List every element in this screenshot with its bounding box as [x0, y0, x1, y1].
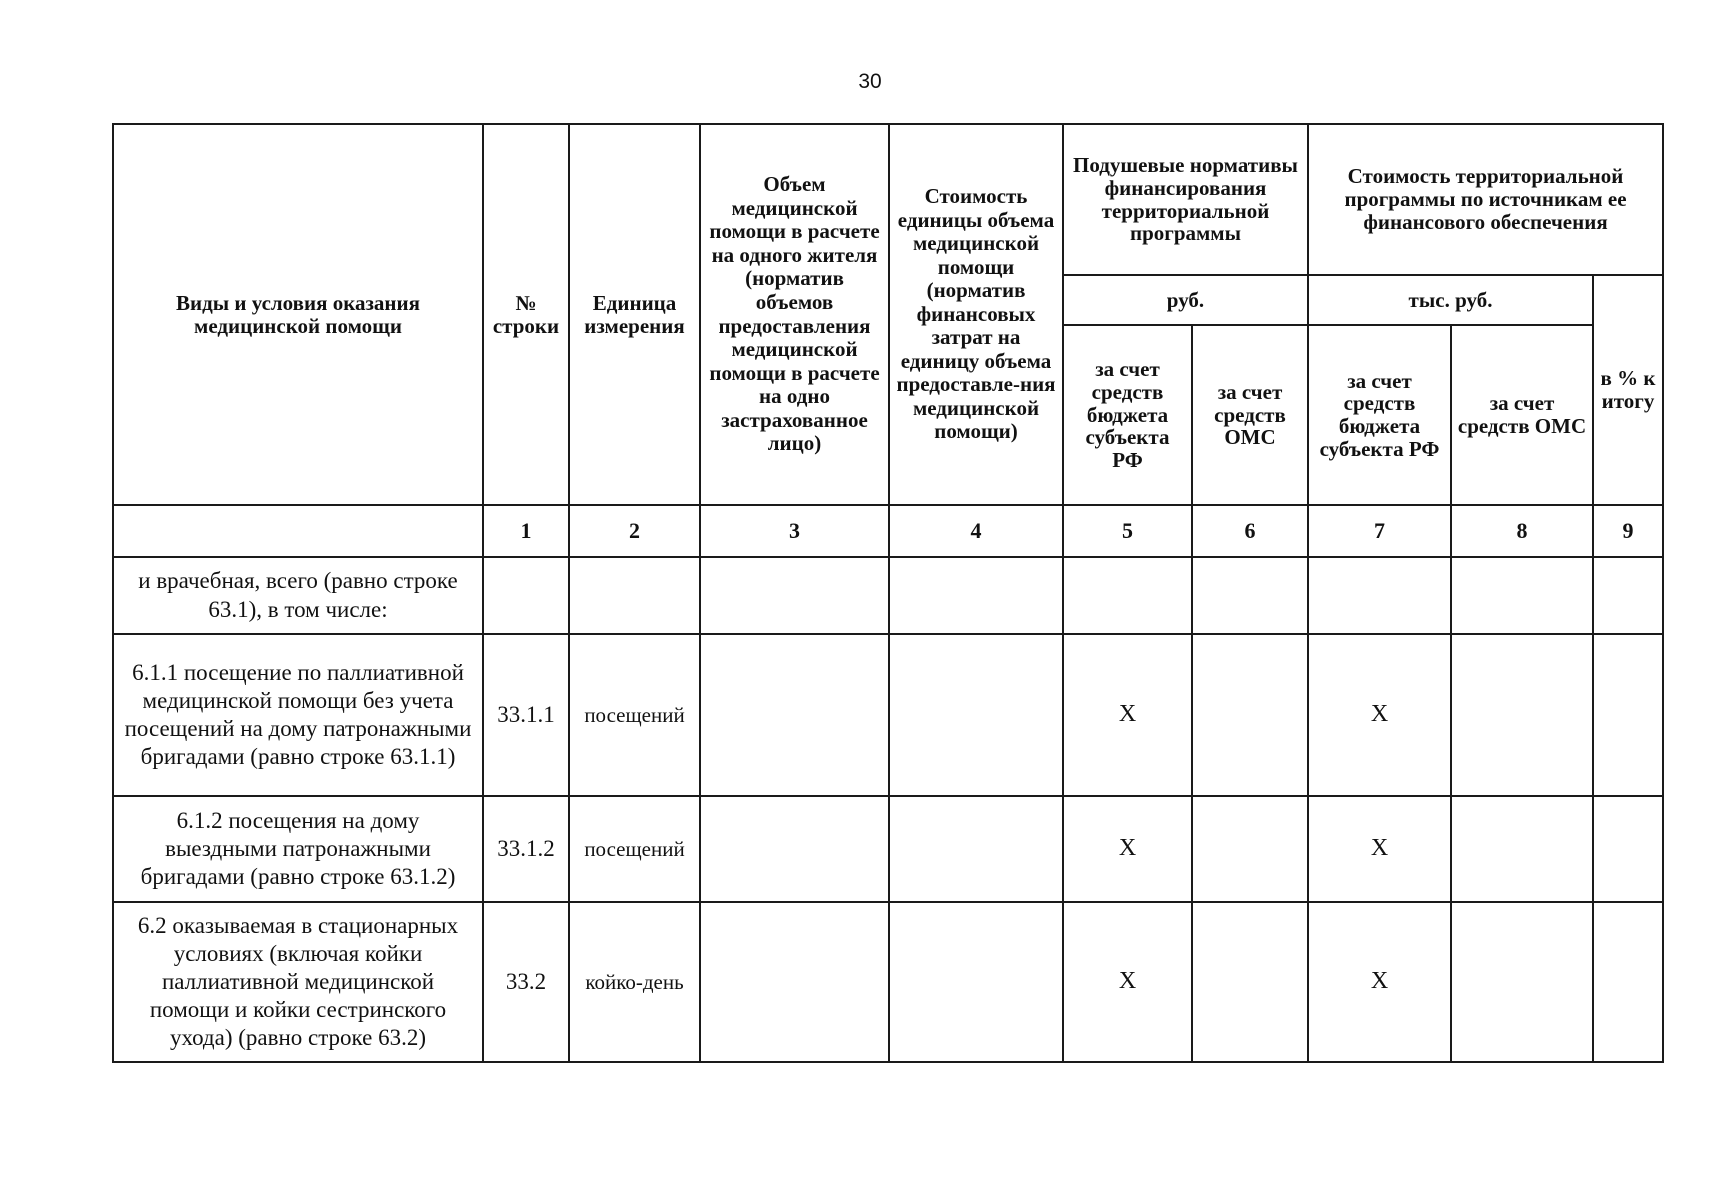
- row-kind: 6.1.1 посещение по паллиативной медицинской помощи без учета посещений на дому патронажными бригадами (равно строке 63.1.1): [113, 634, 483, 796]
- column-number: 1: [483, 505, 569, 557]
- table-row: [113, 902, 1663, 1062]
- header-unit: Единица измерения: [569, 124, 700, 505]
- header-rub: руб.: [1063, 275, 1308, 325]
- cell-oms: [1192, 557, 1308, 634]
- cell-cost-unit: [889, 902, 1063, 1062]
- cell-volume: [700, 557, 889, 634]
- row-unit: посещений: [569, 796, 700, 902]
- cell-percent: [1593, 796, 1663, 902]
- header-per-capita: Подушевые нормативы финансирования территориальной программы: [1063, 124, 1308, 275]
- cell-budget-subject: X: [1063, 634, 1192, 796]
- column-number: 6: [1192, 505, 1308, 557]
- column-number-row: [113, 505, 1663, 557]
- cell-percent: [1593, 902, 1663, 1062]
- header-percent: в % к итогу: [1593, 275, 1663, 505]
- header-program-cost: Стоимость территориальной программы по источникам ее финансового обеспечения: [1308, 124, 1663, 275]
- column-number: 9: [1593, 505, 1663, 557]
- header-volume: Объем медицинской помощи в расчете на одного жителя (норматив объемов предоставления медицинской помощи в расчете на одно застрахованное лицо): [700, 124, 889, 505]
- cell-percent: [1593, 634, 1663, 796]
- cell-budget-subject-thous: X: [1308, 634, 1451, 796]
- column-number: 3: [700, 505, 889, 557]
- financing-table: [112, 123, 1664, 1063]
- table-row: [113, 634, 1663, 796]
- cell-oms: [1192, 634, 1308, 796]
- table-row: [113, 796, 1663, 902]
- cell-budget-subject: X: [1063, 902, 1192, 1062]
- row-number: 33.1.1: [483, 634, 569, 796]
- header-budget-subject: за счет средств бюджета субъекта РФ: [1063, 325, 1192, 505]
- cell-volume: [700, 796, 889, 902]
- cell-cost-unit: [889, 557, 1063, 634]
- cell-oms-thous: [1451, 796, 1593, 902]
- cell-percent: [1593, 557, 1663, 634]
- row-kind: и врачебная, всего (равно строке 63.1), в том числе:: [113, 557, 483, 634]
- header-row-no: № строки: [483, 124, 569, 505]
- cell-budget-subject: X: [1063, 796, 1192, 902]
- row-unit: [569, 557, 700, 634]
- cell-oms-thous: [1451, 634, 1593, 796]
- table-row: [113, 557, 1663, 634]
- column-number: 2: [569, 505, 700, 557]
- row-kind: 6.1.2 посещения на дому выездными патронажными бригадами (равно строке 63.1.2): [113, 796, 483, 902]
- header-thous-rub: тыс. руб.: [1308, 275, 1593, 325]
- header-kind: Виды и условия оказания медицинской помощи: [113, 124, 483, 505]
- cell-oms: [1192, 902, 1308, 1062]
- column-number: 4: [889, 505, 1063, 557]
- header-oms-thous: за счет средств ОМС: [1451, 325, 1593, 505]
- cell-oms-thous: [1451, 902, 1593, 1062]
- cell-budget-subject-thous: X: [1308, 796, 1451, 902]
- cell-budget-subject: [1063, 557, 1192, 634]
- cell-budget-subject-thous: X: [1308, 902, 1451, 1062]
- column-number: 7: [1308, 505, 1451, 557]
- page-number: 30: [858, 70, 882, 93]
- row-number: 33.2: [483, 902, 569, 1062]
- column-number: 5: [1063, 505, 1192, 557]
- row-unit: койко-день: [569, 902, 700, 1062]
- header-oms: за счет средств ОМС: [1192, 325, 1308, 505]
- row-unit: посещений: [569, 634, 700, 796]
- cell-budget-subject-thous: [1308, 557, 1451, 634]
- row-number: 33.1.2: [483, 796, 569, 902]
- row-kind: 6.2 оказываемая в стационарных условиях (включая койки паллиативной медицинской помощи и койки сестринского ухода) (равно строке 63.2): [113, 902, 483, 1062]
- cell-cost-unit: [889, 634, 1063, 796]
- header-cost-unit: Стоимость единицы объема медицинской помощи (норматив финансовых затрат на единицу объема предоставле-ния медицинской помощи): [889, 124, 1063, 505]
- cell-oms: [1192, 796, 1308, 902]
- cell-volume: [700, 634, 889, 796]
- cell-volume: [700, 902, 889, 1062]
- column-number: [113, 505, 483, 557]
- header-budget-subject-thous: за счет средств бюджета субъекта РФ: [1308, 325, 1451, 505]
- cell-oms-thous: [1451, 557, 1593, 634]
- cell-cost-unit: [889, 796, 1063, 902]
- row-number: [483, 557, 569, 634]
- column-number: 8: [1451, 505, 1593, 557]
